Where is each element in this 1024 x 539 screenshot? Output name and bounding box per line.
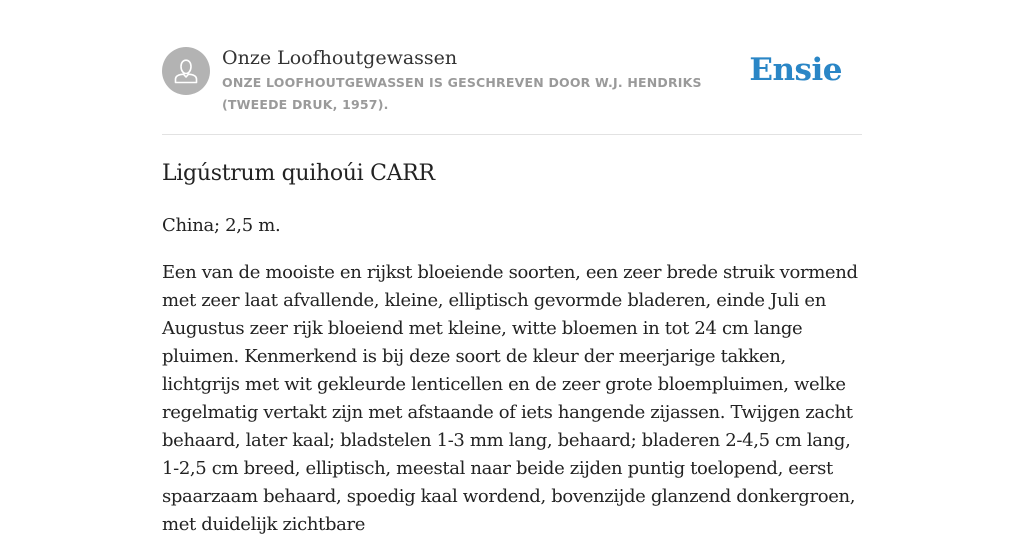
entry-body: Een van de mooiste en rijkst bloeiende soorten, een zeer brede struik vormend met zeer laat afvallende, kleine, elliptisch gevormde bladeren, einde Juli en Augustus zeer rijk bloeiend met kleine, witte bloemen in tot 24 cm lange pluimen. Kenmerkend is bij deze soort de kleur der meerjarige takken, lichtgrijs met wit gekleurde lenticellen en de zeer grote bloempluimen, welke regelmatig vertakt zijn met afstaande of iets hangende zijassen. Twijgen zacht behaard, later kaal; bladstelen 1-3 mm lang, behaard; bladeren 2-4,5 cm lang, 1-2,5 cm breed, elliptisch, meestal naar beide zijden puntig toelopend, eerst spaarzaam behaard, spoedig kaal wordend, bovenzijde glanzend donkergroen, met duidelijk zichtbare xyxy=(162,262,858,535)
book-description: ONZE LOOFHOUTGEWASSEN IS GESCHREVEN DOOR W.J. HENDRIKS (TWEEDE DRUK, 1957). xyxy=(222,75,702,112)
avatar[interactable] xyxy=(162,47,210,95)
entry-origin: China; 2,5 m. xyxy=(162,215,281,236)
book-header xyxy=(162,0,862,135)
book-title[interactable]: Onze Loofhoutgewassen xyxy=(222,47,458,69)
user-silhouette-icon xyxy=(162,47,210,95)
ensie-logo[interactable]: Ensie xyxy=(749,52,842,88)
entry-title: Ligústrum quihoúi CARR xyxy=(162,161,435,186)
content-column xyxy=(162,0,862,535)
